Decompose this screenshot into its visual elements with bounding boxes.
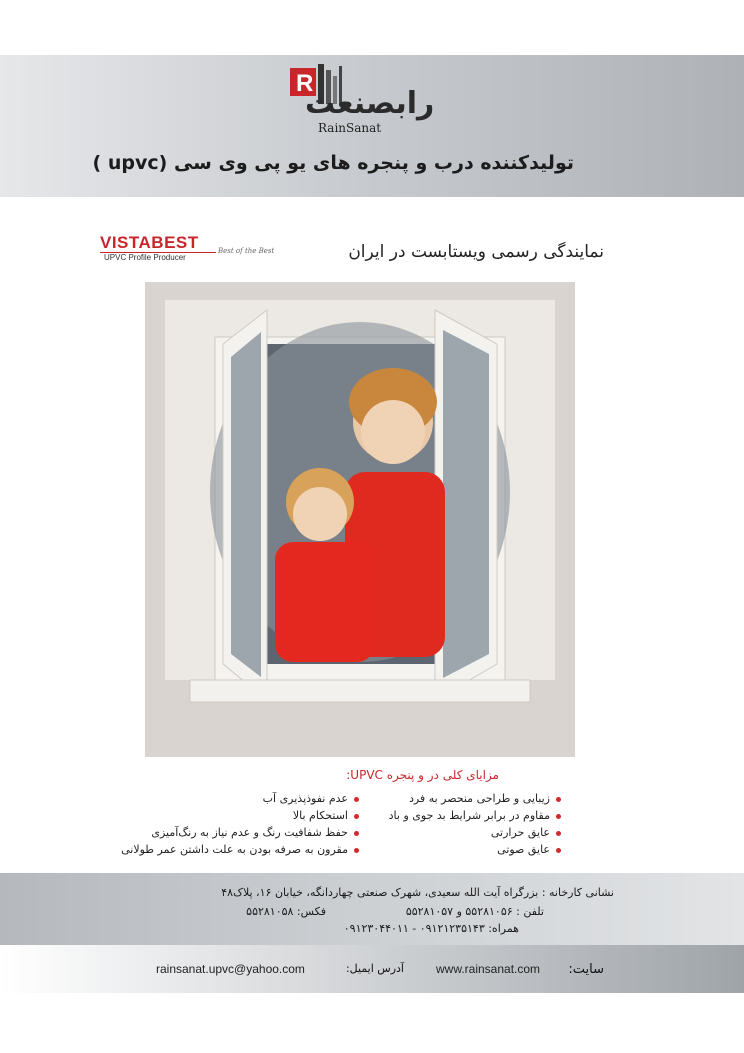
feature-item: زیبایی و طراحی منحصر به فرد (389, 790, 561, 807)
features-left-list (121, 790, 359, 858)
bullet-icon (556, 814, 561, 819)
phone-numbers: تلفن : ۵۵۲۸۱۰۵۶ و ۵۵۲۸۱۰۵۷ (405, 905, 544, 918)
site-link[interactable]: www.rainsanat.com (436, 962, 541, 976)
bullet-icon (354, 814, 359, 819)
features-title: مزایای کلی در و پنجره UPVC: (346, 768, 499, 782)
bullet-icon (354, 848, 359, 853)
feature-item: مقاوم در برابر شرایط بد جوی و باد (389, 807, 561, 824)
logo-name-fa: رابصنعت (305, 86, 435, 121)
vistabest-logo (100, 233, 216, 262)
bullet-icon (556, 831, 561, 836)
bullet-icon (354, 831, 359, 836)
bullet-icon (556, 848, 561, 853)
feature-item: استحکام بالا (121, 807, 359, 824)
feature-item: عدم نفوذپذیری آب (121, 790, 359, 807)
site-label: سایت: (568, 962, 604, 977)
svg-text:R: R (296, 70, 314, 97)
mobile-numbers: همراه: ۰۹۱۲۱۲۳۵۱۴۳ - ۰۹۱۲۳۰۴۴۰۱۱ (343, 922, 519, 935)
features-right-list (389, 790, 561, 858)
window-photo (145, 282, 575, 757)
email-link[interactable]: rainsanat.upvc@yahoo.com (156, 962, 305, 976)
vistabest-name: VISTABEST (100, 233, 199, 252)
tagline: تولیدکننده درب و پنجره های یو پی وی سی (upvc ) (92, 152, 574, 174)
feature-item: مقرون به صرفه بودن به علت داشتن عمر طولانی (121, 841, 359, 858)
feature-item: عایق صوتی (389, 841, 561, 858)
vistabest-slogan: Best of the Best (218, 247, 275, 255)
feature-item: حفظ شفافیت رنگ و عدم نیاز به رنگ‌آمیزی (121, 824, 359, 841)
email-label: آدرس ایمیل: (345, 962, 404, 975)
vistabest-sub: UPVC Profile Producer (100, 252, 216, 262)
logo-name-en: RainSanat (318, 121, 382, 135)
fax-number: فکس: ۵۵۲۸۱۰۵۸ (246, 905, 326, 918)
bullet-icon (354, 797, 359, 802)
bullet-icon (556, 797, 561, 802)
feature-item: عایق حرارتی (389, 824, 561, 841)
factory-address: نشانی کارخانه : بزرگراه آیت الله سعیدی، شهرک صنعتی چهاردانگه، خیابان ۱۶، پلاک۴۸ (221, 886, 614, 899)
official-representation: نمایندگی رسمی ویستابست در ایران (348, 242, 604, 262)
